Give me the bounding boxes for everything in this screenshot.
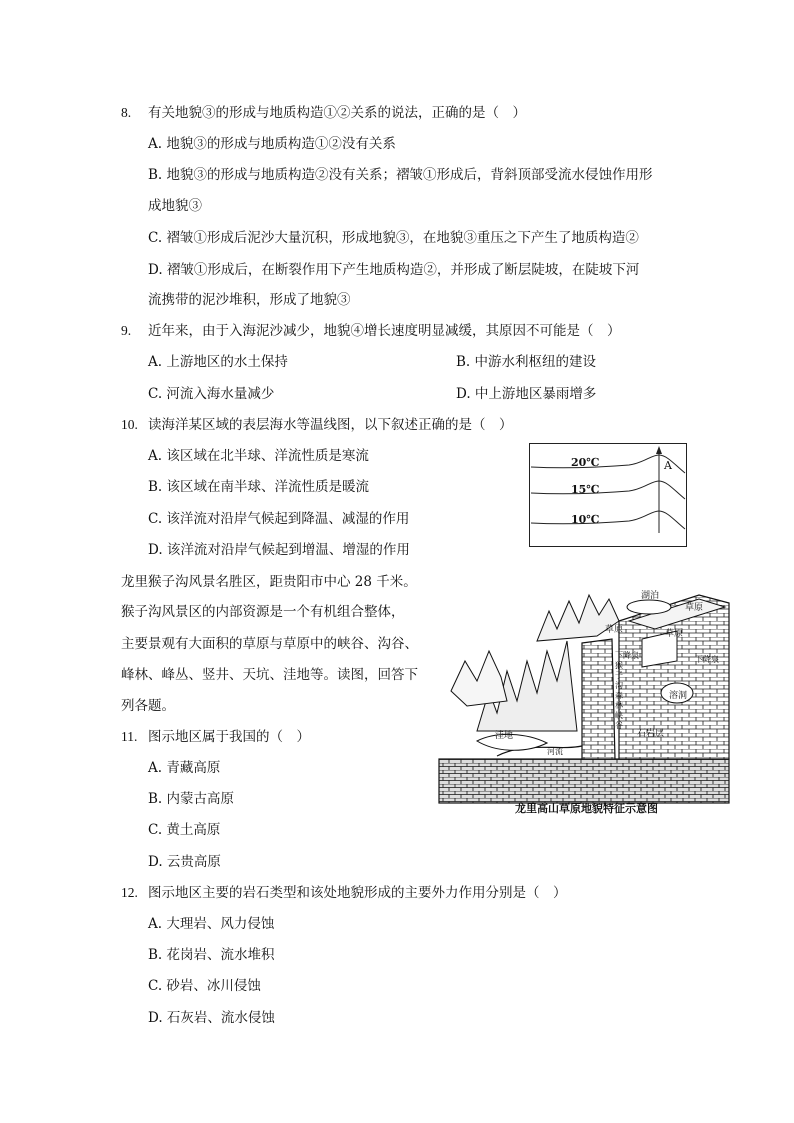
landform-label-depression: 洼地 [495,731,514,741]
q8-number: 8. [121,105,132,120]
q12-stem: 图示地区主要的岩石类型和该处地貌形成的主要外力作用分别是（ ） [148,885,567,901]
q10-option-d: D. 该洋流对沿岸气候起到增温、增湿的作用 [148,542,410,558]
q9-option-a: A. 上游地区的水土保持 [148,354,288,370]
q12-option-c: C. 砂岩、冰川侵蚀 [148,978,261,994]
passage-line-1: 龙里猴子沟风景名胜区，距贵阳市中心 28 千米。 [121,574,417,590]
q8-option-a: A. 地貌③的形成与地质构造①②没有关系 [148,136,396,152]
isotherm-arrow-label: A [664,459,672,472]
q9-option-c: C. 河流入海水量减少 [148,386,275,402]
isotherm-label-20: 20℃ [571,456,600,469]
q8-option-d-cont: 流携带的泥沙堆积，形成了地貌③ [148,292,351,308]
q12-option-d: D. 石灰岩、流水侵蚀 [148,1010,275,1026]
passage-line-3: 主要景观有大面积的草原与草原中的峡谷、沟谷、 [121,636,418,652]
landform-label-cave: 溶洞 [669,691,688,701]
passage-line-4: 峰林、峰丛、竖井、天坑、洼地等。读图，回答下 [121,667,418,683]
q8-option-b-cont: 成地貌③ [148,198,202,214]
q10-option-c: C. 该洋流对沿岸气候起到降温、减湿的作用 [148,511,410,527]
landform-label-grass-3: 草原 [605,625,624,635]
q10-stem: 读海洋某区域的表层海水等温线图，以下叙述正确的是（ ） [148,417,513,433]
q11-number: 11. [121,729,138,744]
landform-diagram [437,581,733,821]
q8-option-c: C. 褶皱①形成后泥沙大量沉积，形成地貌③，在地貌③重压之下产生了地质构造② [148,230,639,246]
landform-label-stream: 河流 [547,747,563,756]
landform-label-bedrock: 石岩层 [637,729,665,739]
passage-line-2: 猴子沟风景区的内部资源是一个有机组合整体， [121,604,405,620]
q8-option-b: B. 地貌③的形成与地质构造②没有关系；褶皱①形成后，背斜顶部受流水侵蚀作用形 [148,167,653,183]
q10-number: 10. [121,417,138,432]
landform-caption: 龙里高山草原地貌特征示意图 [515,802,658,815]
q8-stem: 有关地貌③的形成与地质构造①②关系的说法，正确的是（ ） [148,105,526,121]
q9-stem: 近年来，由于入海泥沙减少，地貌④增长速度明显减缓，其原因不可能是（ ） [148,323,621,339]
q10-option-a: A. 该区域在北半球、洋流性质是寒流 [148,448,369,464]
landform-label-grass-1: 草原 [685,603,704,613]
q11-stem: 图示地区属于我国的（ ） [148,729,310,745]
passage-line-5: 列各题。 [121,698,175,714]
q11-option-d: D. 云贵高原 [148,854,221,870]
q12-number: 12. [121,885,138,900]
q11-option-c: C. 黄土高原 [148,822,221,838]
isotherm-label-10: 10℃ [571,513,600,526]
isotherm-label-15: 15℃ [571,483,600,496]
landform-label-lake: 湖泊 [641,591,660,601]
q11-option-b: B. 内蒙古高原 [148,791,235,807]
landform-figure [437,581,733,821]
q12-option-a: A. 大理岩、风力侵蚀 [148,916,275,932]
landform-label-gorge: 猴子沟森林峡谷 [615,661,623,730]
landform-label-fall-1: 下降泉 [615,651,639,660]
q9-number: 9. [121,323,132,338]
landform-label-fall-2: 下降泉 [695,655,719,664]
q12-option-b: B. 花岗岩、流水堆积 [148,947,275,963]
q8-option-d: D. 褶皱①形成后，在断裂作用下产生地质构造②，并形成了断层陡坡，在陡坡下河 [148,262,640,278]
q11-option-a: A. 青藏高原 [148,760,221,776]
q10-option-b: B. 该区域在南半球、洋流性质是暖流 [148,479,370,495]
q9-option-b: B. 中游水利枢纽的建设 [456,354,597,370]
landform-label-grass-2: 草原 [665,629,684,639]
isotherm-figure [529,443,687,547]
q9-option-d: D. 中上游地区暴雨增多 [456,386,597,402]
